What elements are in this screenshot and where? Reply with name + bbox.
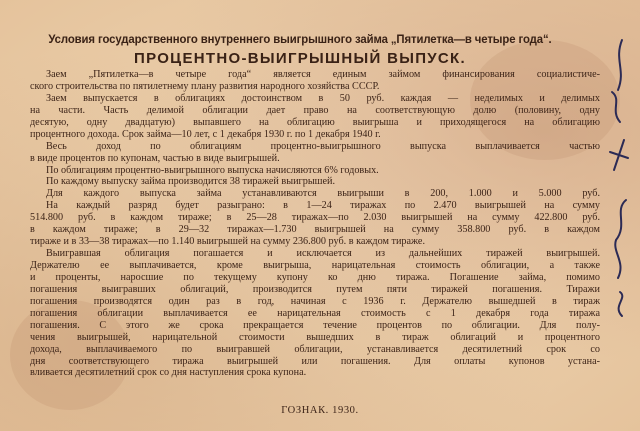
body-line: в каждом тираже; в 29—32 тиражах—1.730 выигрышей на сумму 358.800 руб. в каждом xyxy=(30,224,600,236)
body-line: По облигациям процентно-выигрышного выпуска начисляются 6% годовых. xyxy=(46,164,379,176)
body-line: на части. Часть делимой облигации дает право на соответствующую долю (половину, одну xyxy=(30,104,600,116)
body-line: погашения облигации выплачивается ее нарицательная стоимость с 1 декабря года тиража xyxy=(30,307,600,319)
body-line: По каждому выпуску займа производится 38 тиражей выигрышей. xyxy=(46,176,336,188)
body-line: ского строительства по пятилетнему плану развития народного хозяйства СССР. xyxy=(30,80,380,92)
body-line: Заем „Пятилетка—в четыре года“ является единым займом финансирования социалистиче- xyxy=(46,69,600,80)
body-line: десятую, одну двадцатую) выпавшего на облигацию выигрыша и приходящегося на облигацию xyxy=(30,116,600,128)
body-line: вливается десятилетний срок со дня наступления срока купона. xyxy=(30,367,307,379)
body-line: Весь доход по облигациям процентно-выигрышного выпуска выплачивается частью xyxy=(46,140,600,152)
document-body xyxy=(30,69,600,379)
body-line: погашения выигравших облигаций, производится путем пяти тиражей погашения. Тиражи xyxy=(30,283,600,295)
body-line: и проценты, наросшие по текущему купону ко дню тиража. Погашение займа, помимо xyxy=(30,271,600,283)
body-line: Держателю ее выплачивается, кроме выигрыша, нарицательная стоимость облигации, а также xyxy=(30,260,600,271)
body-line: дня соответствующего тиража выигрышей или погашения. Для оплаты купонов устана- xyxy=(30,355,600,367)
body-line: погашения. С этого же срока прекращается течение процентов по облигации. Для полу- xyxy=(30,319,600,331)
body-line: дохода, выплачиваемого по выигравшей облигации, устанавливается десятилетний срок со xyxy=(30,343,600,355)
body-line: На каждый разряд будет разыграно: в 1—24 тиражах по 2.470 выигрышей на сумму xyxy=(46,200,600,212)
handwritten-pen-marks xyxy=(600,30,634,330)
body-line: Выигравшая облигация погашается и исключается из дальнейших тиражей выигрышей. xyxy=(46,248,600,260)
document-subtitle: ПРОЦЕНТНО-ВЫИГРЫШНЫЙ ВЫПУСК. xyxy=(134,50,466,67)
body-line: погашения производятся один раз в год, начиная с 1936 г. Держателю вышедшей в тираж xyxy=(30,295,600,307)
body-line: Для каждого выпуска займа устанавливаются выигрыши в 200, 1.000 и 5.000 руб. xyxy=(46,188,600,200)
body-line: в виде процентов по купонам, частью в виде выигрышей. xyxy=(30,152,280,164)
body-line: Заем выпускается в облигациях достоинством в 50 руб. каждая — неделимых и делимых xyxy=(46,92,600,104)
document-title: Условия государственного внутреннего выигрышного займа „Пятилетка—в четыре года“. xyxy=(48,32,552,46)
body-line: чения выигрышей, нарицательной стоимости вышедших в тираж облигаций и процентного xyxy=(30,331,600,343)
printer-imprint: ГОЗНАК. 1930. xyxy=(281,405,359,416)
body-line: 514.800 руб. в каждом тираже; в 25—28 тиражах—по 2.030 выигрышей на сумму 422.800 руб. xyxy=(30,212,600,224)
body-line: тираже и в 33—38 тиражах—по 1.140 выигрышей на сумму 236.800 руб. в каждом тираже. xyxy=(30,236,426,248)
body-line: процентного дохода. Срок займа—10 лет, с 1 декабря 1930 г. по 1 декабря 1940 г. xyxy=(30,128,381,140)
